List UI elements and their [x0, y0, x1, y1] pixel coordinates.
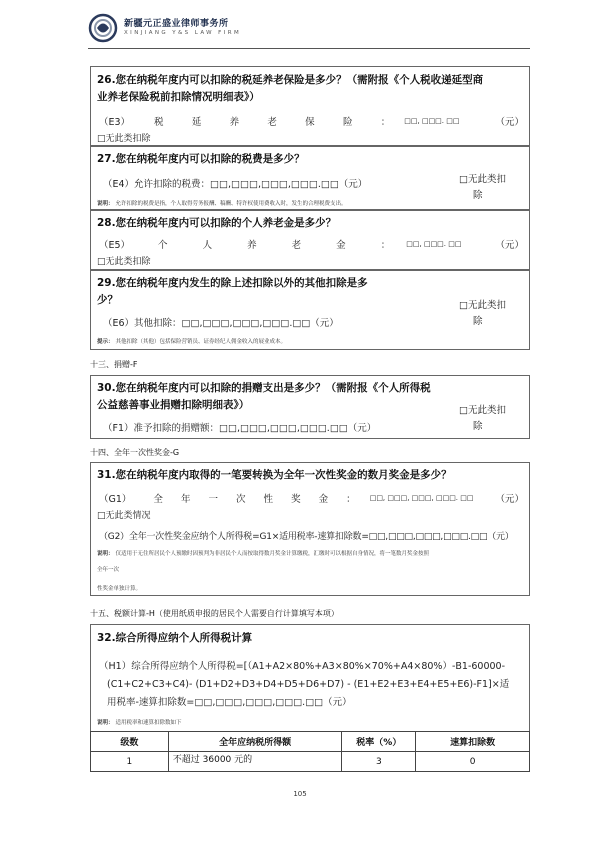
e5-label: 个 人 养 老 金 ：	[158, 240, 391, 251]
question-28-box	[90, 210, 530, 270]
f1-field[interactable]: （F1）准予扣除的捐赠额：□□,□□□,□□□,□□□.□□（元）	[103, 423, 377, 434]
table-row	[91, 752, 530, 772]
e4-no-deduction-checkbox[interactable]: □无此类扣	[459, 174, 506, 185]
question-29-title-2: 少？	[97, 294, 118, 306]
firm-name-cn: 新疆元正盛业律师事务所	[124, 18, 229, 29]
section-15-heading: 十五、税额计算-H（使用纸质申报的居民个人需要自行计算填写本项）	[90, 609, 339, 618]
e4-field[interactable]: （E4）允许扣除的税费：□□,□□□,□□□,□□□.□□（元）	[103, 179, 368, 190]
e3-field-row	[99, 114, 524, 128]
tax-rate-table	[90, 731, 530, 772]
e5-field-row	[99, 237, 524, 251]
question-27-title: 27.您在纳税年度内可以扣除的税费是多少？	[97, 153, 305, 165]
firm-logo-icon	[88, 13, 118, 43]
g2-note-line-2: 全年一次	[97, 567, 120, 573]
g1-unit: （元）	[495, 494, 524, 505]
cell-rate: 3	[342, 752, 416, 772]
question-31-title: 31.您在纳税年度内取得的一笔要转换为全年一次性奖金的数月奖金是多少？	[97, 469, 452, 481]
e6-no-deduction-checkbox[interactable]: □无此类扣	[459, 300, 506, 311]
question-28-title: 28.您在纳税年度内可以扣除的个人养老金是多少？	[97, 217, 337, 229]
question-26-box	[90, 66, 530, 146]
question-31-box	[90, 462, 530, 596]
page-number: 105	[293, 790, 307, 798]
h1-formula-line-2: (C1+C2+C3+C4)- (D1+D2+D3+D4+D5+D6+D7) - (E1+E2+E3+E4+E5+E6)-F1]×适	[107, 679, 510, 690]
g2-note-line-3: 性奖金单独计算。	[97, 586, 142, 592]
e3-amount-input[interactable]: □□, □□□. □□	[404, 117, 460, 125]
question-32-title: 32.综合所得应纳个人所得税计算	[97, 632, 253, 644]
f1-no-deduction-wrap: 除	[473, 421, 483, 432]
header-rule	[88, 48, 530, 49]
cell-quick-deduction: 0	[416, 752, 530, 772]
question-30-title-1: 30.您在纳税年度内可以扣除的捐赠支出是多少？（需附报《个人所得税	[97, 382, 431, 394]
cell-level: 1	[91, 752, 169, 772]
e3-label: 税 延 养 老 保 险 ：	[154, 117, 391, 128]
cell-income: 不超过 36000 元的	[168, 752, 342, 772]
firm-name-en: XINJIANG Y&S LAW FIRM	[124, 29, 242, 36]
question-26-title-1: 26.您在纳税年度内可以扣除的税延养老保险是多少？（需附报《个人税收递延型商	[97, 74, 484, 86]
h1-note: 说明： 适用税率和速算扣除数如下	[97, 720, 182, 726]
col-level: 级数	[91, 732, 169, 752]
col-quick-deduction: 速算扣除数	[416, 732, 530, 752]
col-income: 全年应纳税所得额	[168, 732, 342, 752]
e5-no-deduction-checkbox[interactable]: □无此类扣除	[97, 257, 151, 267]
question-30-title-2: 公益慈善事业捐赠扣除明细表》）	[97, 399, 250, 411]
section-13-heading: 十三、捐赠-F	[90, 360, 138, 369]
page-header	[88, 12, 241, 44]
e3-unit: （元）	[495, 117, 524, 128]
g1-code: （G1）	[99, 494, 132, 505]
e5-unit: （元）	[495, 240, 524, 251]
h1-result-field[interactable]: 用税率-速算扣除数=□□,□□□,□□□,□□□.□□（元）	[107, 697, 352, 708]
g2-field[interactable]: （G2）全年一次性奖金应纳个人所得税=G1×适用税率-速算扣除数=□□,□□□,□□□,□□□.□□（元）	[99, 532, 514, 542]
question-29-title-1: 29.您在纳税年度内发生的除上述扣除以外的其他扣除是多	[97, 277, 368, 289]
e3-code: （E3）	[99, 117, 131, 128]
e6-no-deduction-wrap: 除	[473, 316, 483, 327]
section-14-heading: 十四、全年一次性奖金-G	[90, 448, 180, 457]
question-30-box	[90, 375, 530, 439]
e6-note: 提示： 其他扣除（其他）包括保险营销员、证券经纪人佣金收入的展业成本。	[97, 339, 287, 345]
h1-formula-line-1: （H1）综合所得应纳个人所得税=[（A1+A2×80%+A3×80%×70%+A4×80%）-B1-60000-	[99, 661, 506, 672]
col-rate: 税率（%）	[342, 732, 416, 752]
e5-code: （E5）	[99, 240, 131, 251]
question-32-box	[90, 624, 530, 732]
tax-rate-table-header	[91, 732, 530, 752]
g2-note-line-1: 说明： 仅适用于无住所居民个人预缴时因预判为非居民个人而按取得数月奖金计算缴税，汇缴时可以根据自身情况，将一笔数月奖金按照	[97, 551, 430, 557]
g1-label: 全 年 一 次 性 奖 金 ：	[153, 494, 356, 505]
g1-field-row	[99, 491, 524, 505]
g1-no-case-checkbox[interactable]: □无此类情况	[97, 511, 151, 521]
e5-amount-input[interactable]: □□, □□□. □□	[406, 240, 462, 248]
f1-no-deduction-checkbox[interactable]: □无此类扣	[459, 405, 506, 416]
e3-no-deduction-checkbox[interactable]: □无此类扣除	[97, 134, 151, 144]
question-26-title-2: 业养老保险税前扣除情况明细表》）	[97, 91, 260, 103]
e4-note: 说明： 允许扣除的税费是指，个人取得劳务报酬、稿酬、特许权使用费收入时，发生的合理税费支出。	[97, 201, 347, 207]
e4-no-deduction-wrap: 除	[473, 190, 483, 201]
question-29-box	[90, 270, 530, 350]
g1-amount-input[interactable]: □□, □□□, □□□, □□□. □□	[369, 494, 474, 502]
e6-field[interactable]: （E6）其他扣除：□□,□□□,□□□,□□□.□□（元）	[103, 318, 339, 329]
question-27-box	[90, 146, 530, 210]
